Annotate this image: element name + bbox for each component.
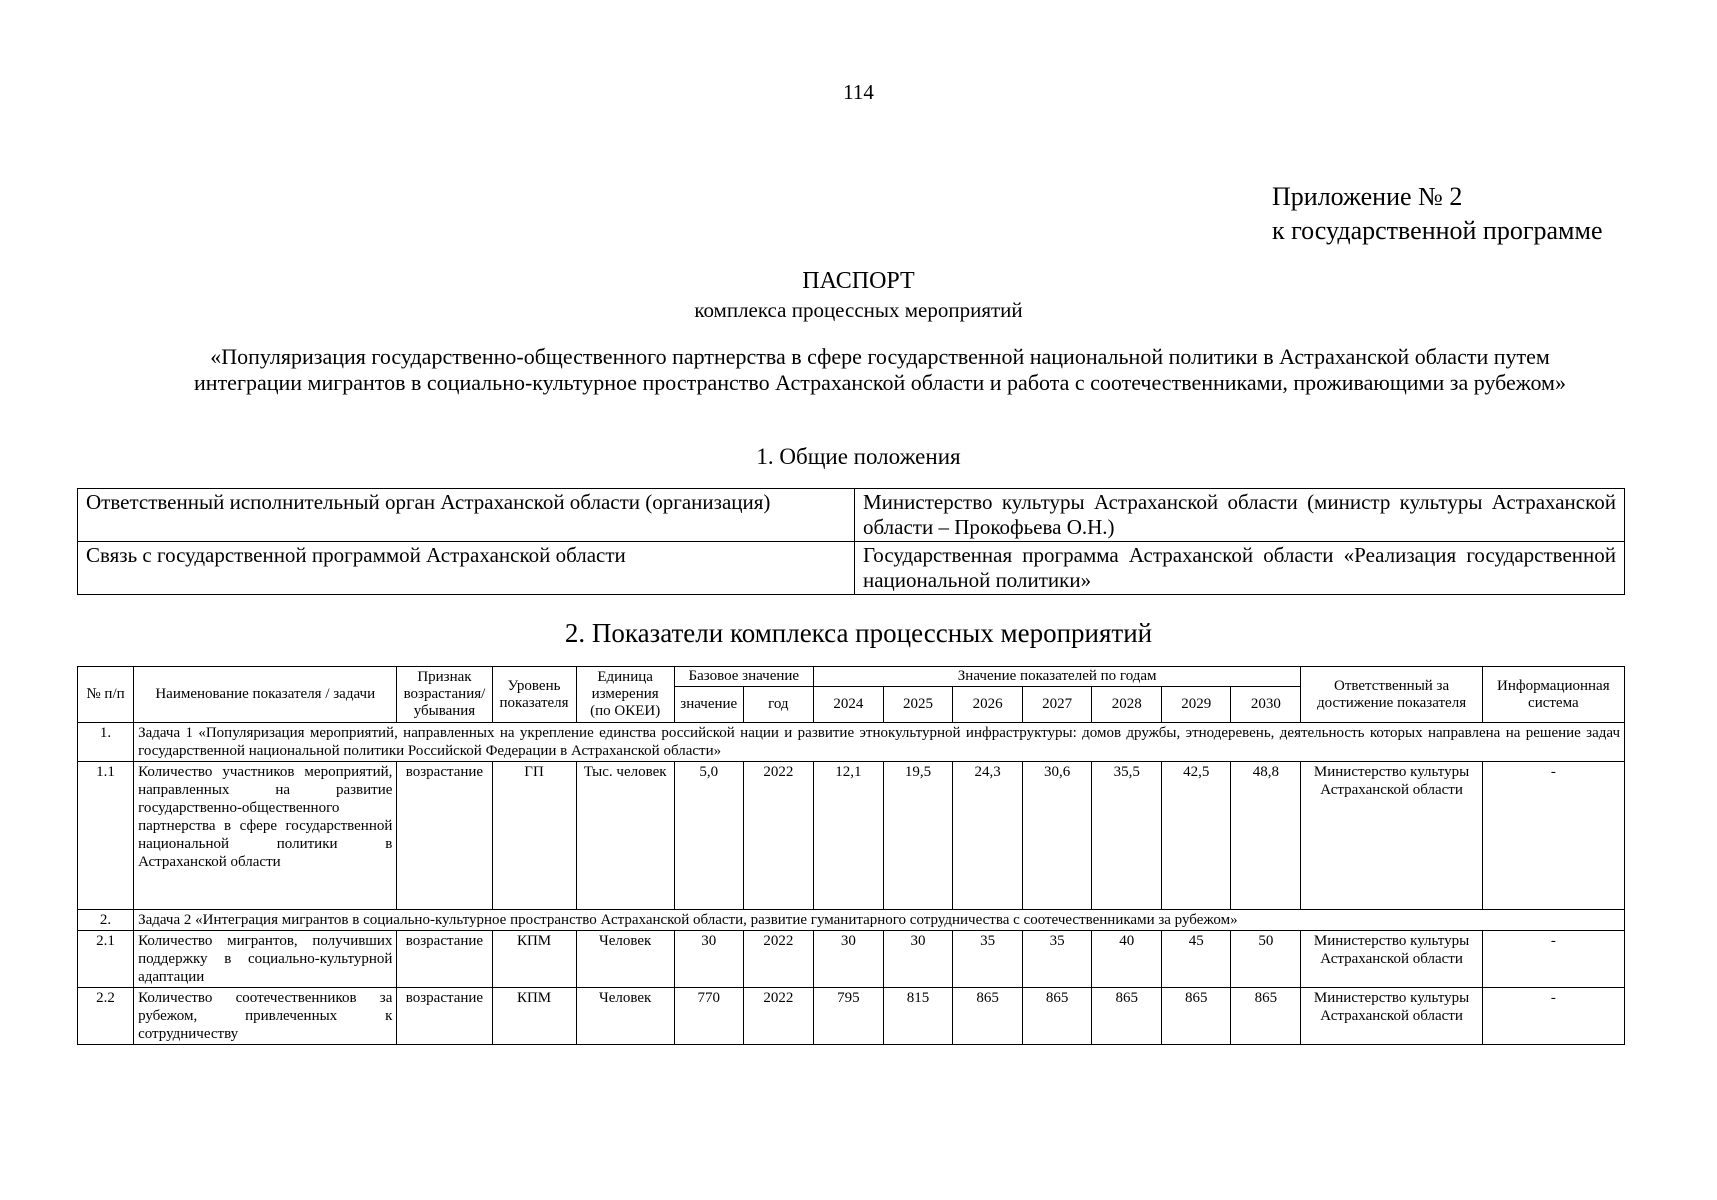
- indicator-value: 45: [1162, 931, 1231, 988]
- indicator-value: 12,1: [813, 762, 883, 910]
- table-row: [78, 988, 1625, 1045]
- header-year: 2025: [883, 687, 952, 723]
- indicator-base-value: 5,0: [674, 762, 743, 910]
- indicator-responsible: Министерство культуры Астраханской области: [1301, 762, 1482, 910]
- header-level: Уровень показателя: [492, 667, 576, 723]
- indicator-value: 865: [1231, 988, 1301, 1045]
- appendix-note: [1272, 180, 1603, 248]
- indicator-level: КПМ: [492, 988, 576, 1045]
- indicator-level: КПМ: [492, 931, 576, 988]
- general-provisions-table: [77, 488, 1625, 595]
- task-text: Задача 2 «Интеграция мигрантов в социально-культурное пространство Астраханской области, развитие гуманитарного сотрудничества с соотечественниками за рубежом»: [134, 910, 1625, 931]
- indicator-value: 865: [1092, 988, 1162, 1045]
- header-base: Базовое значение: [674, 667, 813, 687]
- header-base-value: значение: [674, 687, 743, 723]
- header-year: 2030: [1231, 687, 1301, 723]
- section-2-heading: 2. Показатели комплекса процессных мероприятий: [564, 618, 1153, 648]
- indicator-value: 19,5: [883, 762, 952, 910]
- passport-name: «Популяризация государственно-общественного партнерства в сфере государственной национальной политики в Астраханской области путем интеграции мигрантов в социально-культурное пространство Астраханской области и работа с соотечественниками, проживающими за рубежом»: [194, 344, 1566, 395]
- general-value: Государственная программа Астраханской области «Реализация государственной национальной политики»: [855, 542, 1625, 595]
- indicator-base-value: 770: [674, 988, 743, 1045]
- header-year: 2026: [953, 687, 1023, 723]
- header-responsible: Ответственный за достижение показателя: [1301, 667, 1482, 723]
- indicator-name: Количество соотечественников за рубежом, привлеченных к сотрудничеству: [134, 988, 397, 1045]
- task-row: [78, 910, 1625, 931]
- indicator-num: 2.1: [78, 931, 134, 988]
- indicator-value: 50: [1231, 931, 1301, 988]
- indicator-sign: возрастание: [397, 762, 492, 910]
- indicator-base-year: 2022: [743, 988, 813, 1045]
- indicator-value: 35,5: [1092, 762, 1162, 910]
- table-row: [78, 542, 1625, 595]
- table-row: [78, 931, 1625, 988]
- appendix-line-2: к государственной программе: [1272, 216, 1603, 245]
- indicator-value: 48,8: [1231, 762, 1301, 910]
- indicator-info-system: -: [1482, 762, 1624, 910]
- indicator-value: 865: [1023, 988, 1092, 1045]
- indicator-unit: Человек: [576, 988, 674, 1045]
- indicator-base-year: 2022: [743, 762, 813, 910]
- indicator-unit: Тыс. человек: [576, 762, 674, 910]
- indicator-value: 795: [813, 988, 883, 1045]
- header-row: [78, 667, 1625, 687]
- indicator-sign: возрастание: [397, 931, 492, 988]
- indicator-value: 865: [1162, 988, 1231, 1045]
- indicators-table: [77, 666, 1625, 1045]
- general-value: Министерство культуры Астраханской области (министр культуры Астраханской области – Прокофьева О.Н.): [855, 489, 1625, 542]
- general-label: Связь с государственной программой Астраханской области: [78, 542, 855, 595]
- header-num: № п/п: [78, 667, 134, 723]
- header-years-group: Значение показателей по годам: [813, 667, 1301, 687]
- indicator-value: 35: [1023, 931, 1092, 988]
- header-year: 2029: [1162, 687, 1231, 723]
- page-number: 114: [843, 80, 874, 104]
- header-year: 2027: [1023, 687, 1092, 723]
- indicator-value: 30,6: [1023, 762, 1092, 910]
- indicator-name: Количество участников мероприятий, направленных на развитие государственно-общественного партнерства в сфере государственной национальной политики в Астраханской области: [134, 762, 397, 910]
- task-text: Задача 1 «Популяризация мероприятий, направленных на укрепление единства российской нации и развитие этнокультурной инфраструктуры: домов дружбы, этнодеревень, деятельность которых направлена на решение задач государственной национальной политики Российской Федерации в Астраханской области»: [134, 723, 1625, 762]
- passport-title: ПАСПОРТ: [802, 268, 915, 294]
- indicator-sign: возрастание: [397, 988, 492, 1045]
- indicator-responsible: Министерство культуры Астраханской области: [1301, 931, 1482, 988]
- indicator-level: ГП: [492, 762, 576, 910]
- indicator-value: 30: [883, 931, 952, 988]
- general-label: Ответственный исполнительный орган Астраханской области (организация): [78, 489, 855, 542]
- indicator-info-system: -: [1482, 988, 1624, 1045]
- indicator-value: 24,3: [953, 762, 1023, 910]
- appendix-line-1: Приложение № 2: [1272, 182, 1463, 211]
- indicator-num: 2.2: [78, 988, 134, 1045]
- header-sign: Признак возрастания/ убывания: [397, 667, 492, 723]
- header-year: 2028: [1092, 687, 1162, 723]
- indicator-value: 815: [883, 988, 952, 1045]
- indicator-base-value: 30: [674, 931, 743, 988]
- indicator-responsible: Министерство культуры Астраханской области: [1301, 988, 1482, 1045]
- passport-subtitle: комплекса процессных мероприятий: [694, 298, 1023, 322]
- section-1-heading: 1. Общие положения: [756, 444, 961, 469]
- indicator-value: 42,5: [1162, 762, 1231, 910]
- task-row: [78, 723, 1625, 762]
- header-year: 2024: [813, 687, 883, 723]
- table-row: [78, 489, 1625, 542]
- indicator-unit: Человек: [576, 931, 674, 988]
- indicator-value: 40: [1092, 931, 1162, 988]
- indicator-base-year: 2022: [743, 931, 813, 988]
- indicator-value: 30: [813, 931, 883, 988]
- indicator-num: 1.1: [78, 762, 134, 910]
- indicator-value: 865: [953, 988, 1023, 1045]
- header-base-year: год: [743, 687, 813, 723]
- header-name: Наименование показателя / задачи: [134, 667, 397, 723]
- table-row: [78, 762, 1625, 910]
- header-info-system: Информационная система: [1482, 667, 1624, 723]
- header-unit: Единица измерения (по ОКЕИ): [576, 667, 674, 723]
- task-num: 2.: [78, 910, 134, 931]
- task-num: 1.: [78, 723, 134, 762]
- indicator-name: Количество мигрантов, получивших поддержку в социально-культурной адаптации: [134, 931, 397, 988]
- indicator-value: 35: [953, 931, 1023, 988]
- indicator-info-system: -: [1482, 931, 1624, 988]
